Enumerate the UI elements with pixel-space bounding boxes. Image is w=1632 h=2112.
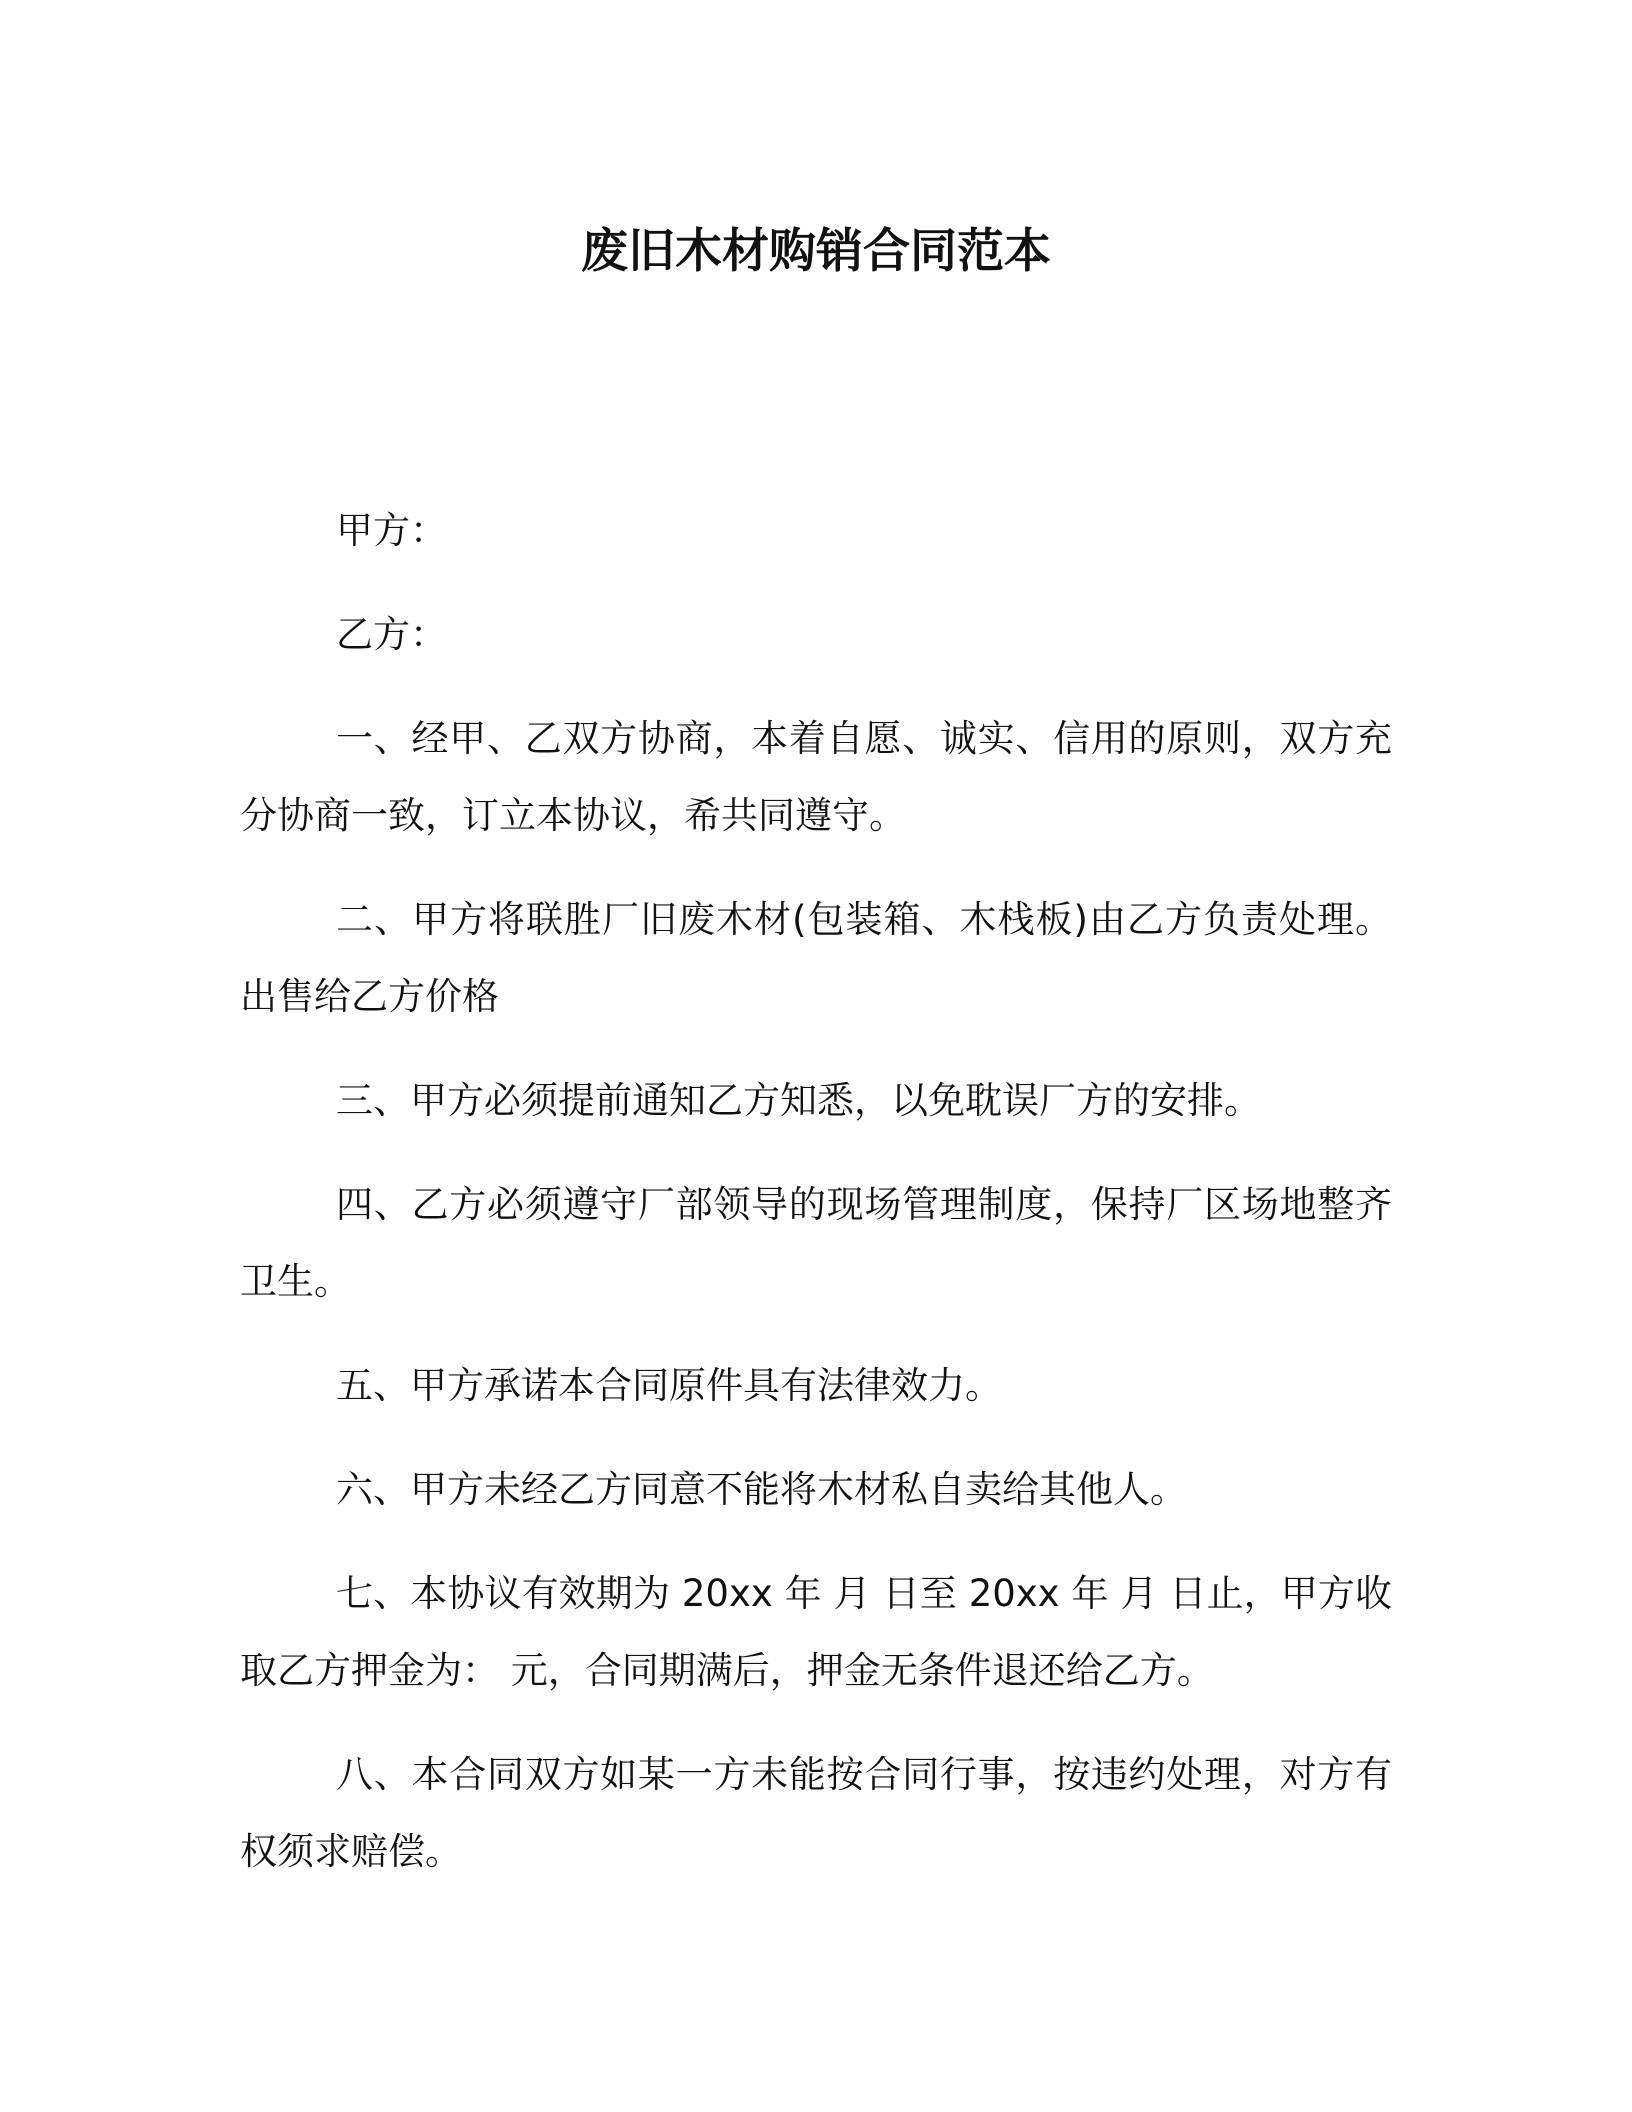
clause-4: 四、乙方必须遵守厂部领导的现场管理制度，保持厂区场地整齐卫生。	[240, 1183, 1392, 1303]
clause-1: 一、经甲、乙双方协商，本着自愿、诚实、信用的原则，双方充分协商一致，订立本协议，希共同遵守。	[240, 717, 1392, 837]
party-a-line: 甲方：	[336, 509, 447, 552]
clause-2: 二、甲方将联胜厂旧废木材(包装箱、木栈板)由乙方负责处理。出售给乙方价格	[240, 898, 1392, 1018]
document-body	[240, 492, 1392, 1917]
clause-3: 三、甲方必须提前通知乙方知悉，以免耽误厂方的安排。	[336, 1079, 1261, 1122]
clause-5: 五、甲方承诺本合同原件具有法律效力。	[336, 1364, 1002, 1407]
clause-6: 六、甲方未经乙方同意不能将木材私自卖给其他人。	[336, 1468, 1187, 1511]
document-title: 废旧木材购销合同范本	[581, 224, 1051, 279]
party-b-line: 乙方：	[336, 613, 447, 656]
clause-8: 八、本合同双方如某一方未能按合同行事，按违约处理，对方有权须求赔偿。	[240, 1753, 1392, 1873]
clause-7: 七、本协议有效期为 20xx 年 月 日至 20xx 年 月 日止，甲方收取乙方押金为： 元，合同期满后，押金无条件退还给乙方。	[240, 1572, 1392, 1692]
